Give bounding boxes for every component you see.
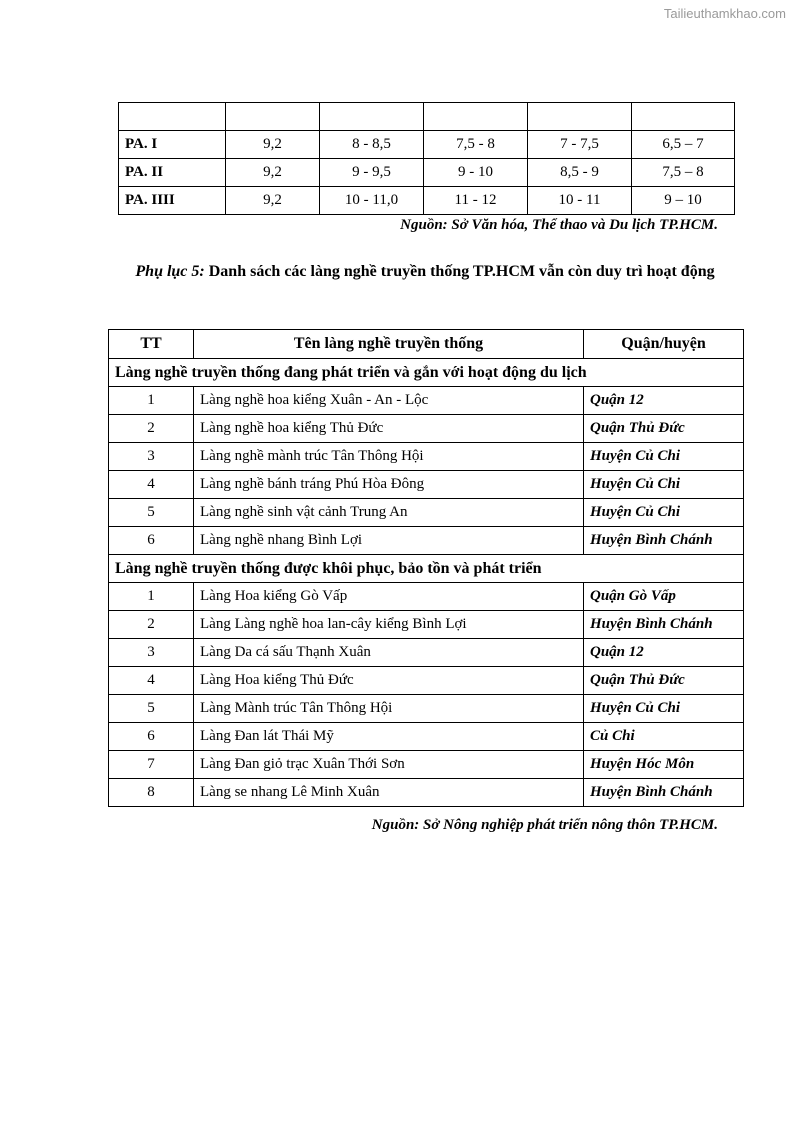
village-district: Quận Thủ Đức [584,415,744,443]
row-label: PA. IIII [119,187,226,215]
column-header-tt: TT [109,330,194,359]
table-cell: 9,2 [226,131,320,159]
village-district: Củ Chi [584,723,744,751]
row-number: 2 [109,611,194,639]
table-cell [320,103,424,131]
village-name: Làng Mành trúc Tân Thông Hội [194,695,584,723]
row-label: PA. I [119,131,226,159]
price-table [118,102,735,215]
village-district: Quận Thủ Đức [584,667,744,695]
table-cell [528,103,632,131]
table-header-row [109,330,744,359]
row-label: PA. II [119,159,226,187]
table-row [109,387,744,415]
village-district: Huyện Củ Chi [584,499,744,527]
price-table-source: Nguồn: Sở Văn hóa, Thể thao và Du lịch TP.HCM. [400,217,718,233]
row-number: 3 [109,443,194,471]
village-name: Làng Đan giỏ trạc Xuân Thới Sơn [194,751,584,779]
village-district: Huyện Củ Chi [584,443,744,471]
village-district: Huyện Bình Chánh [584,779,744,807]
row-number: 1 [109,583,194,611]
table-cell: 10 - 11 [528,187,632,215]
table-cell: 6,5 – 7 [632,131,735,159]
village-district: Huyện Bình Chánh [584,611,744,639]
villages-table [108,329,744,807]
table-row [109,527,744,555]
section-title: Làng nghề truyền thống được khôi phục, bảo tồn và phát triển [109,555,744,583]
table-cell: 8,5 - 9 [528,159,632,187]
village-name: Làng nghề hoa kiểng Xuân - An - Lộc [194,387,584,415]
appendix-title [108,256,742,287]
row-number: 5 [109,499,194,527]
section-row [109,555,744,583]
table-cell: 9,2 [226,187,320,215]
village-district: Huyện Củ Chi [584,695,744,723]
village-name: Làng nghề nhang Bình Lợi [194,527,584,555]
column-header-district: Quận/huyện [584,330,744,359]
row-number: 1 [109,387,194,415]
column-header-name: Tên làng nghề truyền thống [194,330,584,359]
village-name: Làng Hoa kiểng Gò Vấp [194,583,584,611]
row-number: 3 [109,639,194,667]
villages-table-source: Nguồn: Sở Nông nghiệp phát triển nông thôn TP.HCM. [371,817,718,833]
row-number: 4 [109,471,194,499]
village-name: Làng Hoa kiểng Thủ Đức [194,667,584,695]
table-cell: 11 - 12 [424,187,528,215]
table-cell: 7,5 - 8 [424,131,528,159]
village-district: Quận 12 [584,639,744,667]
row-number: 6 [109,527,194,555]
table-row [109,415,744,443]
village-name: Làng Đan lát Thái Mỹ [194,723,584,751]
village-name: Làng Da cá sấu Thạnh Xuân [194,639,584,667]
table-row [109,499,744,527]
village-name: Làng se nhang Lê Minh Xuân [194,779,584,807]
table-cell: 9 - 10 [424,159,528,187]
table-cell: 7 - 7,5 [528,131,632,159]
table-row [119,159,735,187]
section-title: Làng nghề truyền thống đang phát triển và gắn với hoạt động du lịch [109,359,744,387]
appendix-label: Phụ lục 5: [135,263,205,280]
row-number: 2 [109,415,194,443]
row-number: 8 [109,779,194,807]
table-cell: 9 - 9,5 [320,159,424,187]
table-row [109,611,744,639]
village-name: Làng nghề bánh tráng Phú Hòa Đông [194,471,584,499]
table-cell [424,103,528,131]
table-row [109,639,744,667]
table-row [109,751,744,779]
village-district: Huyện Hóc Môn [584,751,744,779]
village-district: Quận Gò Vấp [584,583,744,611]
table-cell: 8 - 8,5 [320,131,424,159]
watermark: Tailieuthamkhao.com [663,6,786,21]
village-district: Huyện Củ Chi [584,471,744,499]
table-row [109,583,744,611]
row-number: 4 [109,667,194,695]
village-name: Làng nghề sinh vật cảnh Trung An [194,499,584,527]
table-row [119,131,735,159]
table-cell: 9,2 [226,159,320,187]
table-row [109,471,744,499]
table-row [119,187,735,215]
table-row [109,723,744,751]
appendix-heading: Danh sách các làng nghề truyền thống TP.HCM vẫn còn duy trì hoạt động [204,263,715,280]
village-name: Làng nghề hoa kiểng Thủ Đức [194,415,584,443]
table-row [109,443,744,471]
row-number: 6 [109,723,194,751]
row-number: 5 [109,695,194,723]
table-row [109,779,744,807]
table-row [109,667,744,695]
village-district: Quận 12 [584,387,744,415]
section-row [109,359,744,387]
village-name: Làng nghề mành trúc Tân Thông Hội [194,443,584,471]
table-cell [632,103,735,131]
table-row [109,695,744,723]
row-number: 7 [109,751,194,779]
village-district: Huyện Bình Chánh [584,527,744,555]
table-row [119,103,735,131]
table-cell [226,103,320,131]
table-cell: 7,5 – 8 [632,159,735,187]
table-cell: 9 – 10 [632,187,735,215]
village-name: Làng Làng nghề hoa lan-cây kiểng Bình Lợi [194,611,584,639]
table-cell [119,103,226,131]
table-cell: 10 - 11,0 [320,187,424,215]
